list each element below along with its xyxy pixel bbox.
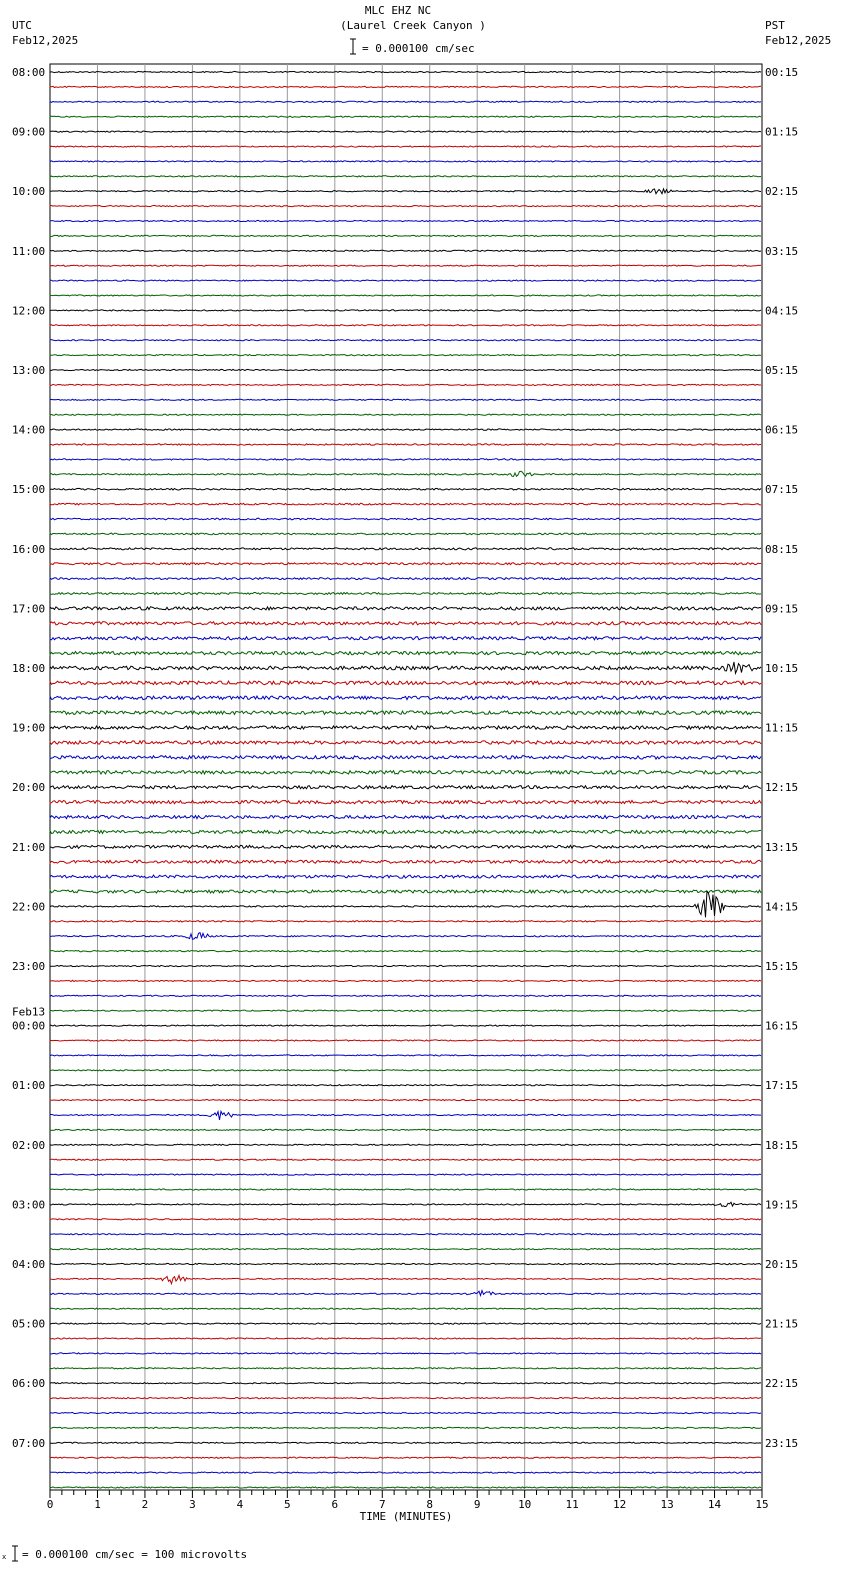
- trace-line: [50, 622, 761, 625]
- x-tick-label: 15: [755, 1498, 769, 1511]
- trace-line: [50, 1070, 761, 1071]
- utc-hour-label: 18:00: [12, 662, 46, 675]
- trace-line: [50, 890, 761, 893]
- trace-line: [50, 1457, 761, 1458]
- trace-line: [50, 652, 761, 655]
- trace-line: [50, 444, 761, 445]
- utc-hour-label: 00:00: [12, 1019, 46, 1033]
- trace-line: [50, 101, 761, 102]
- trace-line: [50, 1202, 761, 1206]
- trace-line: [50, 146, 761, 147]
- trace-line: [50, 1100, 761, 1101]
- svg-text:x: x: [2, 1553, 7, 1561]
- x-tick-label: 14: [707, 1498, 722, 1511]
- trace-line: [50, 429, 761, 430]
- trace-line: [50, 471, 761, 476]
- pst-hour-label: 16:15: [765, 1019, 799, 1033]
- trace-line: [50, 503, 761, 505]
- trace-line: [50, 1234, 761, 1235]
- utc-hour-label: 03:00: [12, 1198, 46, 1212]
- trace-line: [50, 593, 761, 595]
- trace-line: [50, 206, 761, 207]
- trace-line: [50, 131, 761, 132]
- trace-line: [50, 1442, 761, 1443]
- utc-hour-label: 05:00: [12, 1317, 46, 1331]
- trace-line: [50, 220, 761, 221]
- pst-hour-label: 05:15: [765, 364, 799, 377]
- trace-line: [50, 369, 761, 370]
- trace-line: [50, 563, 761, 565]
- trace-line: [50, 189, 761, 194]
- trace-line: [50, 1308, 761, 1309]
- utc-hour-label: 16:00: [12, 542, 46, 556]
- trace-line: [50, 1383, 761, 1384]
- pst-hour-label: 08:15: [765, 542, 799, 556]
- trace-line: [50, 116, 761, 117]
- trace-line: [50, 414, 761, 415]
- trace-line: [50, 548, 761, 550]
- trace-line: [50, 1276, 761, 1284]
- utc-hour-label: 11:00: [12, 244, 46, 258]
- trace-line: [50, 280, 761, 281]
- utc-hour-label: 17:00: [12, 602, 46, 616]
- trace-line: [50, 518, 761, 520]
- trace-line: [50, 845, 761, 848]
- trace-line: [50, 1353, 761, 1354]
- x-tick-label: 8: [426, 1498, 434, 1511]
- trace-line: [50, 1487, 761, 1488]
- pst-hour-label: 11:15: [765, 721, 799, 735]
- pst-hour-label: 03:15: [765, 244, 799, 258]
- trace-line: [50, 875, 761, 878]
- utc-hour-label: 13:00: [12, 364, 46, 377]
- trace-line: [50, 295, 761, 296]
- utc-hour-label: 04:00: [12, 1258, 46, 1271]
- trace-line: [50, 607, 761, 610]
- trace-line: [50, 1189, 761, 1190]
- trace-line: [50, 488, 761, 490]
- trace-line: [50, 1412, 761, 1413]
- pst-hour-label: 18:15: [765, 1138, 799, 1152]
- trace-line: [50, 459, 761, 460]
- pst-hour-label: 01:15: [765, 125, 799, 139]
- trace-line: [50, 681, 761, 685]
- pst-hour-label: 21:15: [765, 1317, 799, 1331]
- trace-line: [50, 1025, 761, 1026]
- x-tick-label: 10: [518, 1498, 532, 1511]
- pst-hour-label: 23:15: [765, 1436, 799, 1450]
- trace-line: [50, 1174, 761, 1175]
- scale-label: = 0.000100 cm/sec: [362, 42, 475, 55]
- trace-line: [50, 1472, 761, 1473]
- trace-line: [50, 340, 761, 341]
- x-tick-label: 4: [236, 1498, 244, 1511]
- trace-line: [50, 950, 761, 951]
- trace-line: [50, 726, 761, 729]
- scale-bar-icon: [348, 38, 358, 56]
- utc-hour-label: 06:00: [12, 1377, 46, 1391]
- date-change-label: Feb13: [12, 1005, 46, 1019]
- right-timezone: PST: [765, 19, 785, 32]
- trace-line: [50, 1144, 761, 1145]
- utc-hour-label: 01:00: [12, 1079, 46, 1093]
- pst-hour-label: 14:15: [765, 900, 799, 914]
- x-tick-label: 2: [141, 1498, 149, 1511]
- x-tick-label: 13: [660, 1498, 674, 1511]
- trace-line: [50, 756, 761, 759]
- pst-hour-label: 00:15: [765, 66, 799, 79]
- x-tick-label: 0: [46, 1498, 54, 1511]
- trace-line: [50, 771, 761, 774]
- trace-line: [50, 384, 761, 385]
- x-tick-label: 7: [378, 1498, 386, 1511]
- trace-line: [50, 860, 761, 863]
- trace-line: [50, 86, 761, 87]
- trace-line: [50, 265, 761, 266]
- trace-line: [50, 310, 761, 311]
- pst-hour-label: 13:15: [765, 840, 799, 854]
- pst-hour-label: 12:15: [765, 781, 799, 795]
- left-timezone: UTC: [12, 19, 32, 32]
- utc-hour-label: 21:00: [12, 840, 46, 854]
- x-tick-label: 1: [94, 1498, 101, 1511]
- pst-hour-label: 19:15: [765, 1198, 799, 1212]
- trace-line: [50, 1129, 761, 1130]
- utc-hour-label: 12:00: [12, 304, 46, 318]
- x-axis-label: TIME (MINUTES): [359, 1510, 453, 1523]
- x-tick-label: 6: [331, 1498, 339, 1511]
- trace-line: [50, 933, 761, 940]
- left-date: Feb12,2025: [12, 34, 79, 47]
- pst-hour-label: 15:15: [765, 960, 799, 973]
- utc-hour-label: 09:00: [12, 125, 46, 139]
- trace-line: [50, 1055, 761, 1056]
- utc-hour-label: 22:00: [12, 900, 46, 914]
- pst-hour-label: 09:15: [765, 602, 799, 616]
- x-tick-label: 5: [283, 1498, 291, 1511]
- pst-hour-label: 07:15: [765, 483, 799, 497]
- footer-scale-note: = 0.000100 cm/sec = 100 microvolts: [22, 1548, 248, 1561]
- trace-line: [50, 1040, 761, 1041]
- trace-line: [50, 250, 761, 251]
- trace-line: [50, 637, 761, 640]
- trace-line: [50, 995, 761, 996]
- trace-line: [50, 1159, 761, 1160]
- trace-line: [50, 1338, 761, 1339]
- trace-line: [50, 830, 761, 833]
- x-tick-label: 3: [189, 1498, 196, 1511]
- utc-hour-label: 10:00: [12, 185, 46, 199]
- plot-frame: [50, 64, 762, 1490]
- utc-hour-label: 08:00: [12, 66, 46, 79]
- station-location: (Laurel Creek Canyon ): [340, 19, 486, 32]
- trace-line: [50, 786, 761, 789]
- pst-hour-label: 10:15: [765, 662, 799, 675]
- utc-hour-label: 19:00: [12, 721, 46, 735]
- trace-line: [50, 921, 761, 922]
- pst-hour-label: 06:15: [765, 423, 799, 437]
- trace-line: [50, 176, 761, 177]
- trace-line: [50, 235, 761, 236]
- trace-line: [50, 1219, 761, 1220]
- utc-hour-label: 20:00: [12, 781, 46, 795]
- utc-hour-label: 02:00: [12, 1138, 46, 1152]
- station-title: MLC EHZ NC: [364, 4, 432, 17]
- pst-hour-label: 22:15: [765, 1377, 799, 1391]
- x-tick-label: 12: [612, 1498, 627, 1511]
- trace-line: [50, 815, 761, 818]
- trace-line: [50, 965, 761, 966]
- trace-line: [50, 662, 761, 673]
- utc-hour-label: 07:00: [12, 1436, 46, 1450]
- trace-line: [50, 1111, 761, 1120]
- trace-line: [50, 578, 761, 580]
- pst-hour-label: 20:15: [765, 1258, 799, 1271]
- utc-hour-label: 23:00: [12, 960, 46, 973]
- trace-line: [50, 696, 761, 700]
- trace-line: [50, 1263, 761, 1264]
- footer-scale-bar-icon: [2, 1545, 22, 1563]
- trace-line: [50, 1323, 761, 1324]
- trace-line: [50, 71, 761, 72]
- trace-line: [50, 801, 761, 804]
- trace-line: [50, 533, 761, 535]
- trace-line: [50, 1085, 761, 1086]
- pst-hour-label: 17:15: [765, 1079, 799, 1093]
- trace-line: [50, 741, 761, 744]
- trace-line: [50, 980, 761, 981]
- trace-line: [50, 1249, 761, 1250]
- trace-line: [50, 399, 761, 400]
- trace-line: [50, 711, 761, 715]
- trace-line: [50, 891, 761, 917]
- x-tick-label: 11: [565, 1498, 579, 1511]
- trace-line: [50, 355, 761, 356]
- trace-line: [50, 1427, 761, 1428]
- right-date: Feb12,2025: [765, 34, 832, 47]
- trace-line: [50, 1368, 761, 1369]
- utc-hour-label: 14:00: [12, 423, 46, 437]
- trace-line: [50, 1398, 761, 1399]
- pst-hour-label: 02:15: [765, 185, 799, 199]
- trace-line: [50, 161, 761, 162]
- pst-hour-label: 04:15: [765, 304, 799, 318]
- x-tick-label: 9: [473, 1498, 481, 1511]
- trace-line: [50, 1291, 761, 1296]
- utc-hour-label: 15:00: [12, 483, 46, 497]
- trace-line: [50, 1010, 761, 1011]
- trace-line: [50, 325, 761, 326]
